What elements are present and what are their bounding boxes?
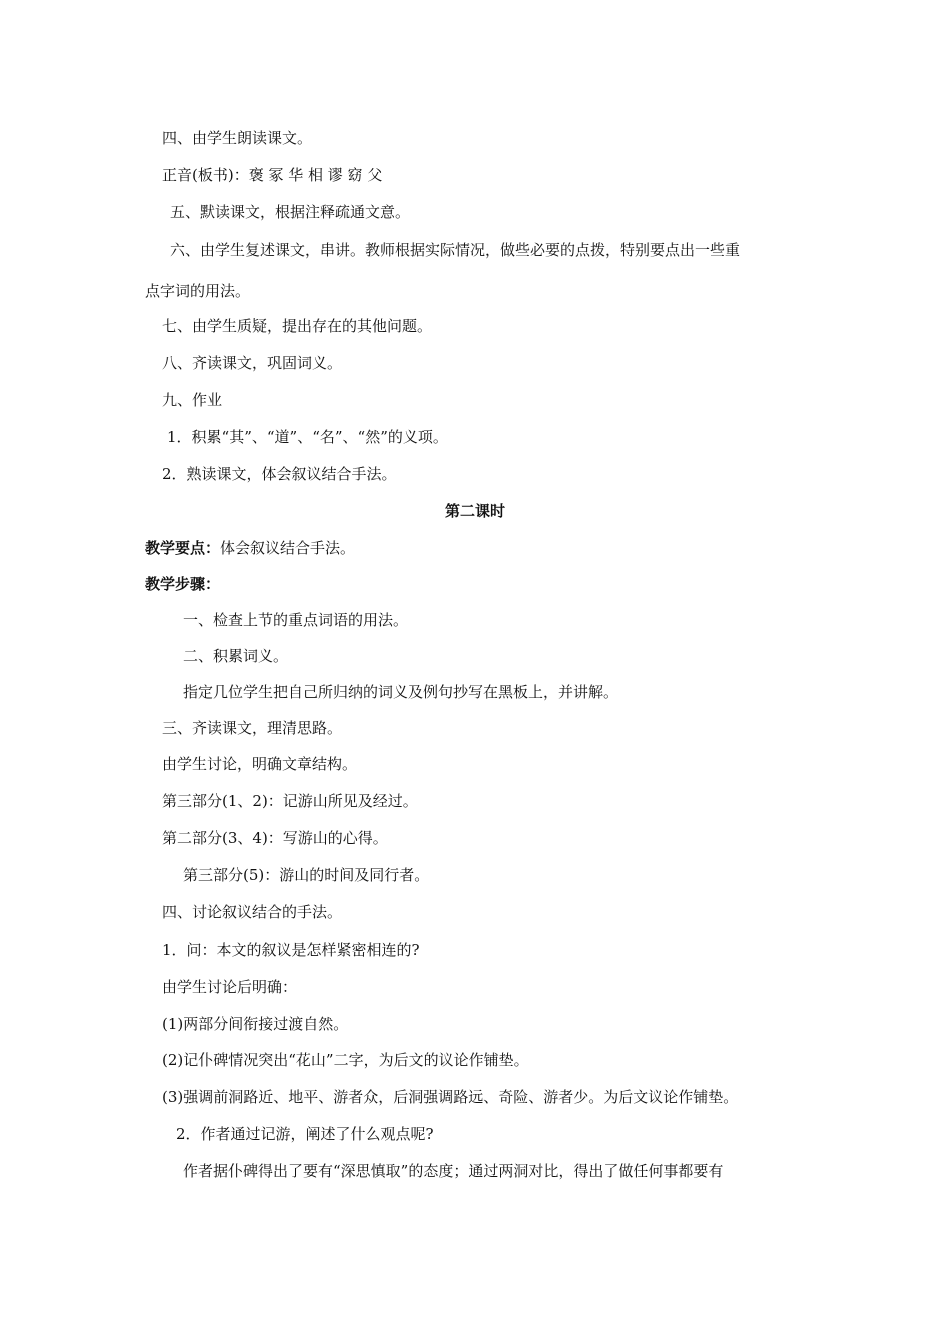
paragraph: (3)强调前洞路近、地平、游者众，后洞强调路远、奇险、游者少。为后文议论作铺垫。 bbox=[162, 1088, 739, 1106]
paragraph: 第二部分(3、4)：写游山的心得。 bbox=[162, 829, 388, 847]
paragraph: 四、讨论叙议结合的手法。 bbox=[162, 903, 343, 921]
paragraph: 七、由学生质疑，提出存在的其他问题。 bbox=[162, 317, 433, 335]
section-title: 第二课时 bbox=[444, 502, 505, 520]
paragraph: 由学生讨论后明确： bbox=[162, 978, 298, 996]
key-label: 教学要点： bbox=[145, 539, 221, 557]
paragraph: 二、积累词义。 bbox=[183, 647, 289, 665]
paragraph: 三、齐读课文，理清思路。 bbox=[162, 719, 343, 737]
paragraph: 2．作者通过记游，阐述了什么观点呢? bbox=[176, 1125, 434, 1143]
teaching-key-point bbox=[145, 538, 355, 558]
paragraph: 指定几位学生把自己所归纳的词义及例句抄写在黑板上，并讲解。 bbox=[183, 683, 619, 701]
paragraph: 四、由学生朗读课文。 bbox=[162, 129, 313, 147]
paragraph: 五、默读课文，根据注释疏通文意。 bbox=[170, 203, 411, 221]
paragraph: 由学生讨论，明确文章结构。 bbox=[162, 755, 358, 773]
paragraph: 正音(板书)：褒 冢 华 相 谬 窈 父 bbox=[162, 166, 383, 184]
paragraph: 点字词的用法。 bbox=[145, 282, 251, 300]
steps-label: 教学步骤： bbox=[145, 575, 221, 593]
paragraph: 1．积累“其”、“道”、“名”、“然”的义项。 bbox=[167, 428, 448, 446]
paragraph: 1．问：本文的叙议是怎样紧密相连的? bbox=[162, 941, 420, 959]
paragraph: 第三部分(5)：游山的时间及同行者。 bbox=[183, 866, 430, 884]
paragraph: (2)记仆碑情况突出“花山”二字，为后文的议论作铺垫。 bbox=[162, 1051, 529, 1069]
paragraph: 九、作业 bbox=[162, 391, 223, 409]
paragraph: (1)两部分间衔接过渡自然。 bbox=[162, 1015, 349, 1033]
key-text: 体会叙议结合手法。 bbox=[220, 539, 356, 557]
paragraph: 六、由学生复述课文，串讲。教师根据实际情况，做些必要的点拨，特别要点出一些重 bbox=[170, 241, 741, 259]
paragraph: 一、检查上节的重点词语的用法。 bbox=[183, 611, 409, 629]
paragraph: 2．熟读课文，体会叙议结合手法。 bbox=[162, 465, 397, 483]
paragraph: 作者据仆碑得出了要有“深思慎取”的态度；通过两洞对比，得出了做任何事都要有 bbox=[183, 1162, 724, 1180]
paragraph: 八、齐读课文，巩固词义。 bbox=[162, 354, 343, 372]
paragraph: 第三部分(1、2)：记游山所见及经过。 bbox=[162, 792, 418, 810]
